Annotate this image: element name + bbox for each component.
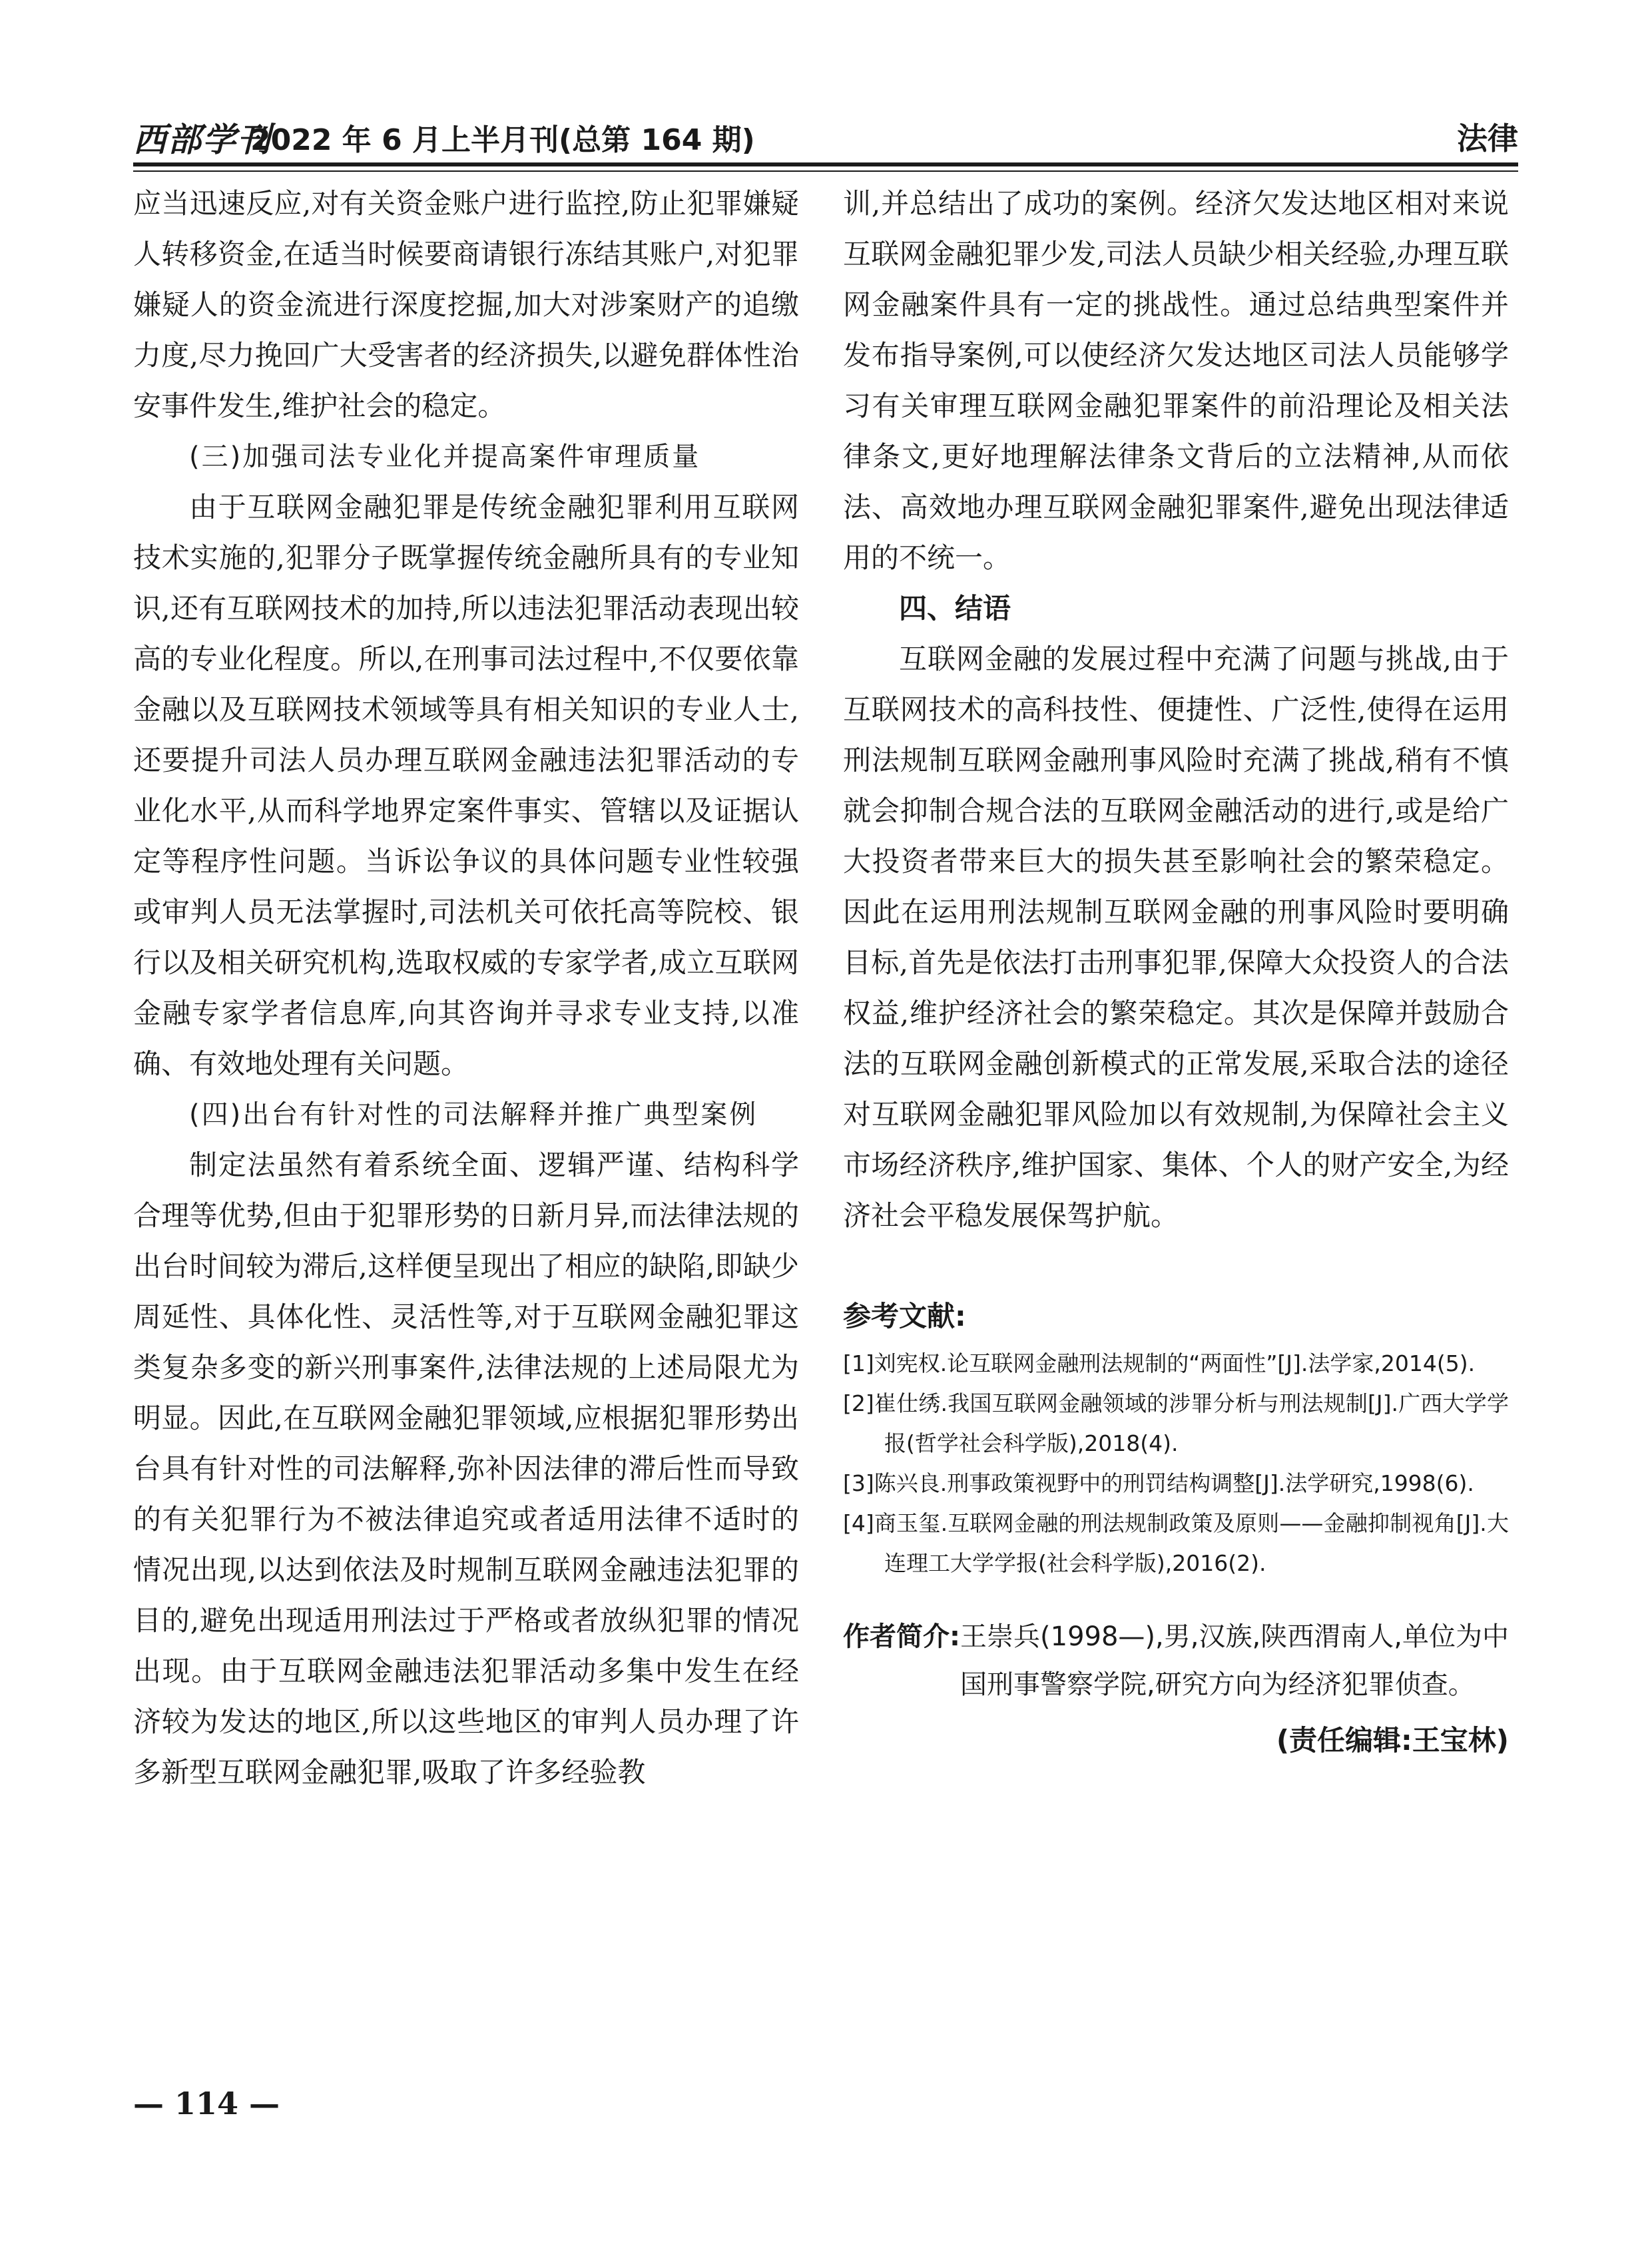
- running-header: [133, 113, 1518, 160]
- section-heading-conclusion: 四、结语: [899, 592, 1011, 625]
- right-column: [843, 178, 1509, 1766]
- reference-list: [843, 1344, 1509, 1583]
- reference-item: [2]崔仕绣.我国互联网金融领域的涉罪分析与刑法规制[J].广西大学学报(哲学社会科学版),2018(4).: [843, 1390, 1509, 1456]
- header-rule-thick: [133, 162, 1518, 166]
- subsection-heading-4: (四)出台有针对性的司法解释并推广典型案例: [189, 1099, 758, 1130]
- paragraph: 互联网金融的发展过程中充满了问题与挑战,由于互联网技术的高科技性、便捷性、广泛性,使得在运用刑法规制互联网金融刑事风险时充满了挑战,稍有不慎就会抑制合规合法的互联网金融活动的进行,或是给广大投资者带来巨大的损失甚至影响社会的繁荣稳定。因此在运用刑法规制互联网金融的刑事风险时要明确目标,首先是依法打击刑事犯罪,保障大众投资人的合法权益,维护经济社会的繁荣稳定。其次是保障并鼓励合法的互联网金融创新模式的正常发展,采取合法的途径对互联网金融犯罪风险加以有效规制,为保障社会主义市场经济秩序,维护国家、集体、个人的财产安全,为经济社会平稳发展保驾护航。: [843, 643, 1509, 1232]
- author-bio-label: 作者简介:: [843, 1621, 960, 1652]
- section-name: 法律: [1457, 121, 1518, 156]
- reference-item: [4]商玉玺.互联网金融的刑法规制政策及原则——金融抑制视角[J].大连理工大学学报(社会科学版),2016(2).: [843, 1510, 1509, 1576]
- author-bio: [843, 1613, 1509, 1709]
- author-bio-text: 王崇兵(1998—),男,汉族,陕西渭南人,单位为中国刑事警察学院,研究方向为经济犯罪侦查。: [960, 1621, 1509, 1700]
- paragraph: 训,并总结出了成功的案例。经济欠发达地区相对来说互联网金融犯罪少发,司法人员缺少相关经验,办理互联网金融案件具有一定的挑战性。通过总结典型案件并发布指导案例,可以使经济欠发达地区司法人员能够学习有关审理互联网金融犯罪案件的前沿理论及相关法律条文,更好地理解法律条文背后的立法精神,从而依法、高效地办理互联网金融犯罪案件,避免出现法律适用的不统一。: [843, 187, 1509, 574]
- journal-logo: 西部学刊: [133, 120, 272, 159]
- references-title: 参考文献:: [843, 1300, 966, 1332]
- responsible-editor: (责任编辑:王宝林): [1276, 1724, 1509, 1757]
- paragraph: 制定法虽然有着系统全面、逻辑严谨、结构科学合理等优势,但由于犯罪形势的日新月异,而法律法规的出台时间较为滞后,这样便呈现出了相应的缺陷,即缺少周延性、具体化性、灵活性等,对于互联网金融犯罪这类复杂多变的新兴刑事案件,法律法规的上述局限尤为明显。因此,在互联网金融犯罪领域,应根据犯罪形势出台具有针对性的司法解释,弥补因法律的滞后性而导致的有关犯罪行为不被法律追究或者适用法律不适时的情况出现,以达到依法及时规制互联网金融违法犯罪的目的,避免出现适用刑法过于严格或者放纵犯罪的情况出现。由于互联网金融违法犯罪活动多集中发生在经济较为发达的地区,所以这些地区的审判人员办理了许多新型互联网金融犯罪,吸取了许多经验教: [133, 1149, 799, 1789]
- header-rule-thin: [133, 170, 1518, 172]
- reference-item: [1]刘宪权.论互联网金融刑法规制的“两面性”[J].法学家,2014(5).: [843, 1350, 1476, 1376]
- paragraph: 应当迅速反应,对有关资金账户进行监控,防止犯罪嫌疑人转移资金,在适当时候要商请银行冻结其账户,对犯罪嫌疑人的资金流进行深度挖掘,加大对涉案财产的追缴力度,尽力挽回广大受害者的经济损失,以避免群体性治安事件发生,维护社会的稳定。: [133, 187, 799, 422]
- paragraph: 由于互联网金融犯罪是传统金融犯罪利用互联网技术实施的,犯罪分子既掌握传统金融所具有的专业知识,还有互联网技术的加持,所以违法犯罪活动表现出较高的专业化程度。所以,在刑事司法过程中,不仅要依靠金融以及互联网技术领域等具有相关知识的专业人士,还要提升司法人员办理互联网金融违法犯罪活动的专业化水平,从而科学地界定案件事实、管辖以及证据认定等程序性问题。当诉讼争议的具体问题专业性较强或审判人员无法掌握时,司法机关可依托高等院校、银行以及相关研究机构,选取权威的专家学者,成立互联网金融专家学者信息库,向其咨询并寻求专业支持,以准确、有效地处理有关问题。: [133, 491, 799, 1080]
- subsection-heading-3: (三)加强司法专业化并提高案件审理质量: [189, 441, 701, 472]
- left-column: [133, 178, 799, 1798]
- reference-item: [3]陈兴良.刑事政策视野中的刑罚结构调整[J].法学研究,1998(6).: [843, 1470, 1474, 1496]
- issue-info: 2022 年 6 月上半月刊(总第 164 期): [250, 123, 755, 157]
- page-number: — 114 —: [133, 2086, 280, 2121]
